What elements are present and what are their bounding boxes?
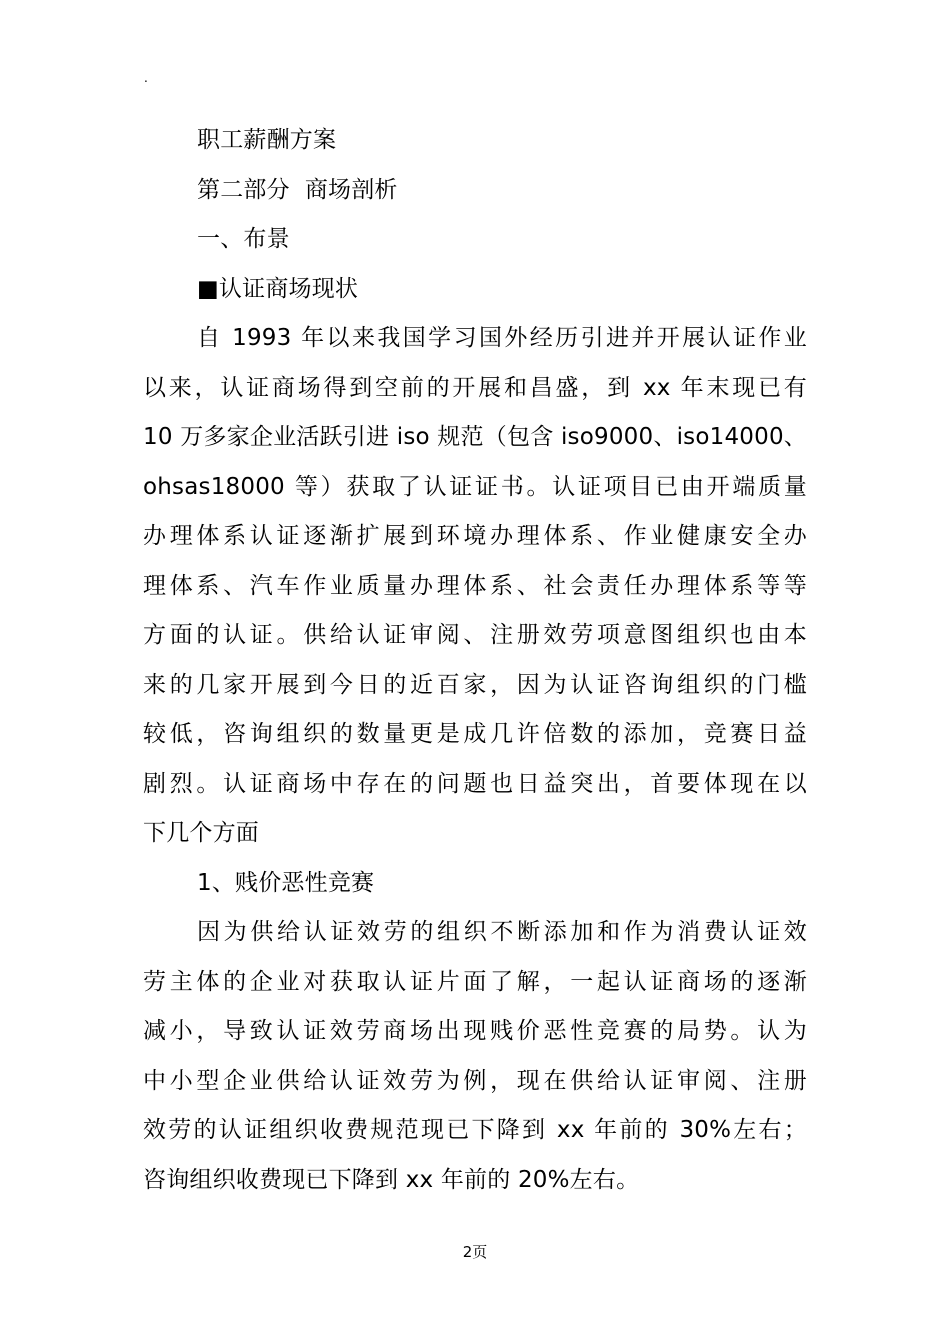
paragraph-line: 减小，导致认证效劳商场出现贱价恶性竞赛的局势。认为 [143,1018,807,1044]
paragraph-price-competition [143,908,807,1205]
subsection-heading: ■认证商场现状 [197,275,359,302]
paragraph-line: 咨询组织收费现已下降到 xx 年前的 20%左右。 [143,1166,640,1193]
paragraph-line: 来的几家开展到今日的近百家，因为认证咨询组织的门槛 [143,671,807,698]
paragraph-line: 方面的认证。供给认证审阅、注册效劳项意图组织也由本 [143,622,807,648]
document-title: 职工薪酬方案 [197,127,337,153]
paragraph-line: 理体系、汽车作业质量办理体系、社会责任办理体系等等 [143,572,807,599]
paragraph-line: ohsas18000 等）获取了认证证书。认证项目已由开端质量 [143,473,807,500]
paragraph-line: 中小型企业供给认证效劳为例，现在供给认证审阅、注册 [143,1067,807,1094]
paragraph-line: 自 1993 年以来我国学习国外经历引进并开展认证作业 [197,325,807,351]
page-top-mark: . [144,71,148,85]
paragraph-line: 以来，认证商场得到空前的开展和昌盛，到 xx 年末现已有 [143,374,807,401]
paragraph-line: 较低，咨询组织的数量更是成几许倍数的添加，竞赛日益 [143,721,807,747]
document-body [143,116,807,1205]
paragraph-line: 剧烈。认证商场中存在的问题也日益突出，首要体现在以 [143,770,807,797]
section-heading: 一、布景 [197,226,290,252]
page-number: 2页 [462,1243,488,1261]
paragraph-line: 劳主体的企业对获取认证片面了解，一起认证商场的逐渐 [143,968,807,995]
item-heading: 1、贱价恶性竞赛 [197,869,375,896]
paragraph-line: 办理体系认证逐渐扩展到环境办理体系、作业健康安全办 [143,523,807,549]
paragraph-line: 因为供给认证效劳的组织不断添加和作为消费认证效 [197,919,807,945]
part-heading: 第二部分 商场剖析 [197,176,398,203]
paragraph-market-status [143,314,807,859]
paragraph-line: 效劳的认证组织收费规范现已下降到 xx 年前的 30%左右； [143,1117,807,1143]
paragraph-line: 10 万多家企业活跃引进 iso 规范（包含 iso9000、iso14000、 [143,424,807,450]
paragraph-line: 下几个方面 [143,820,259,846]
